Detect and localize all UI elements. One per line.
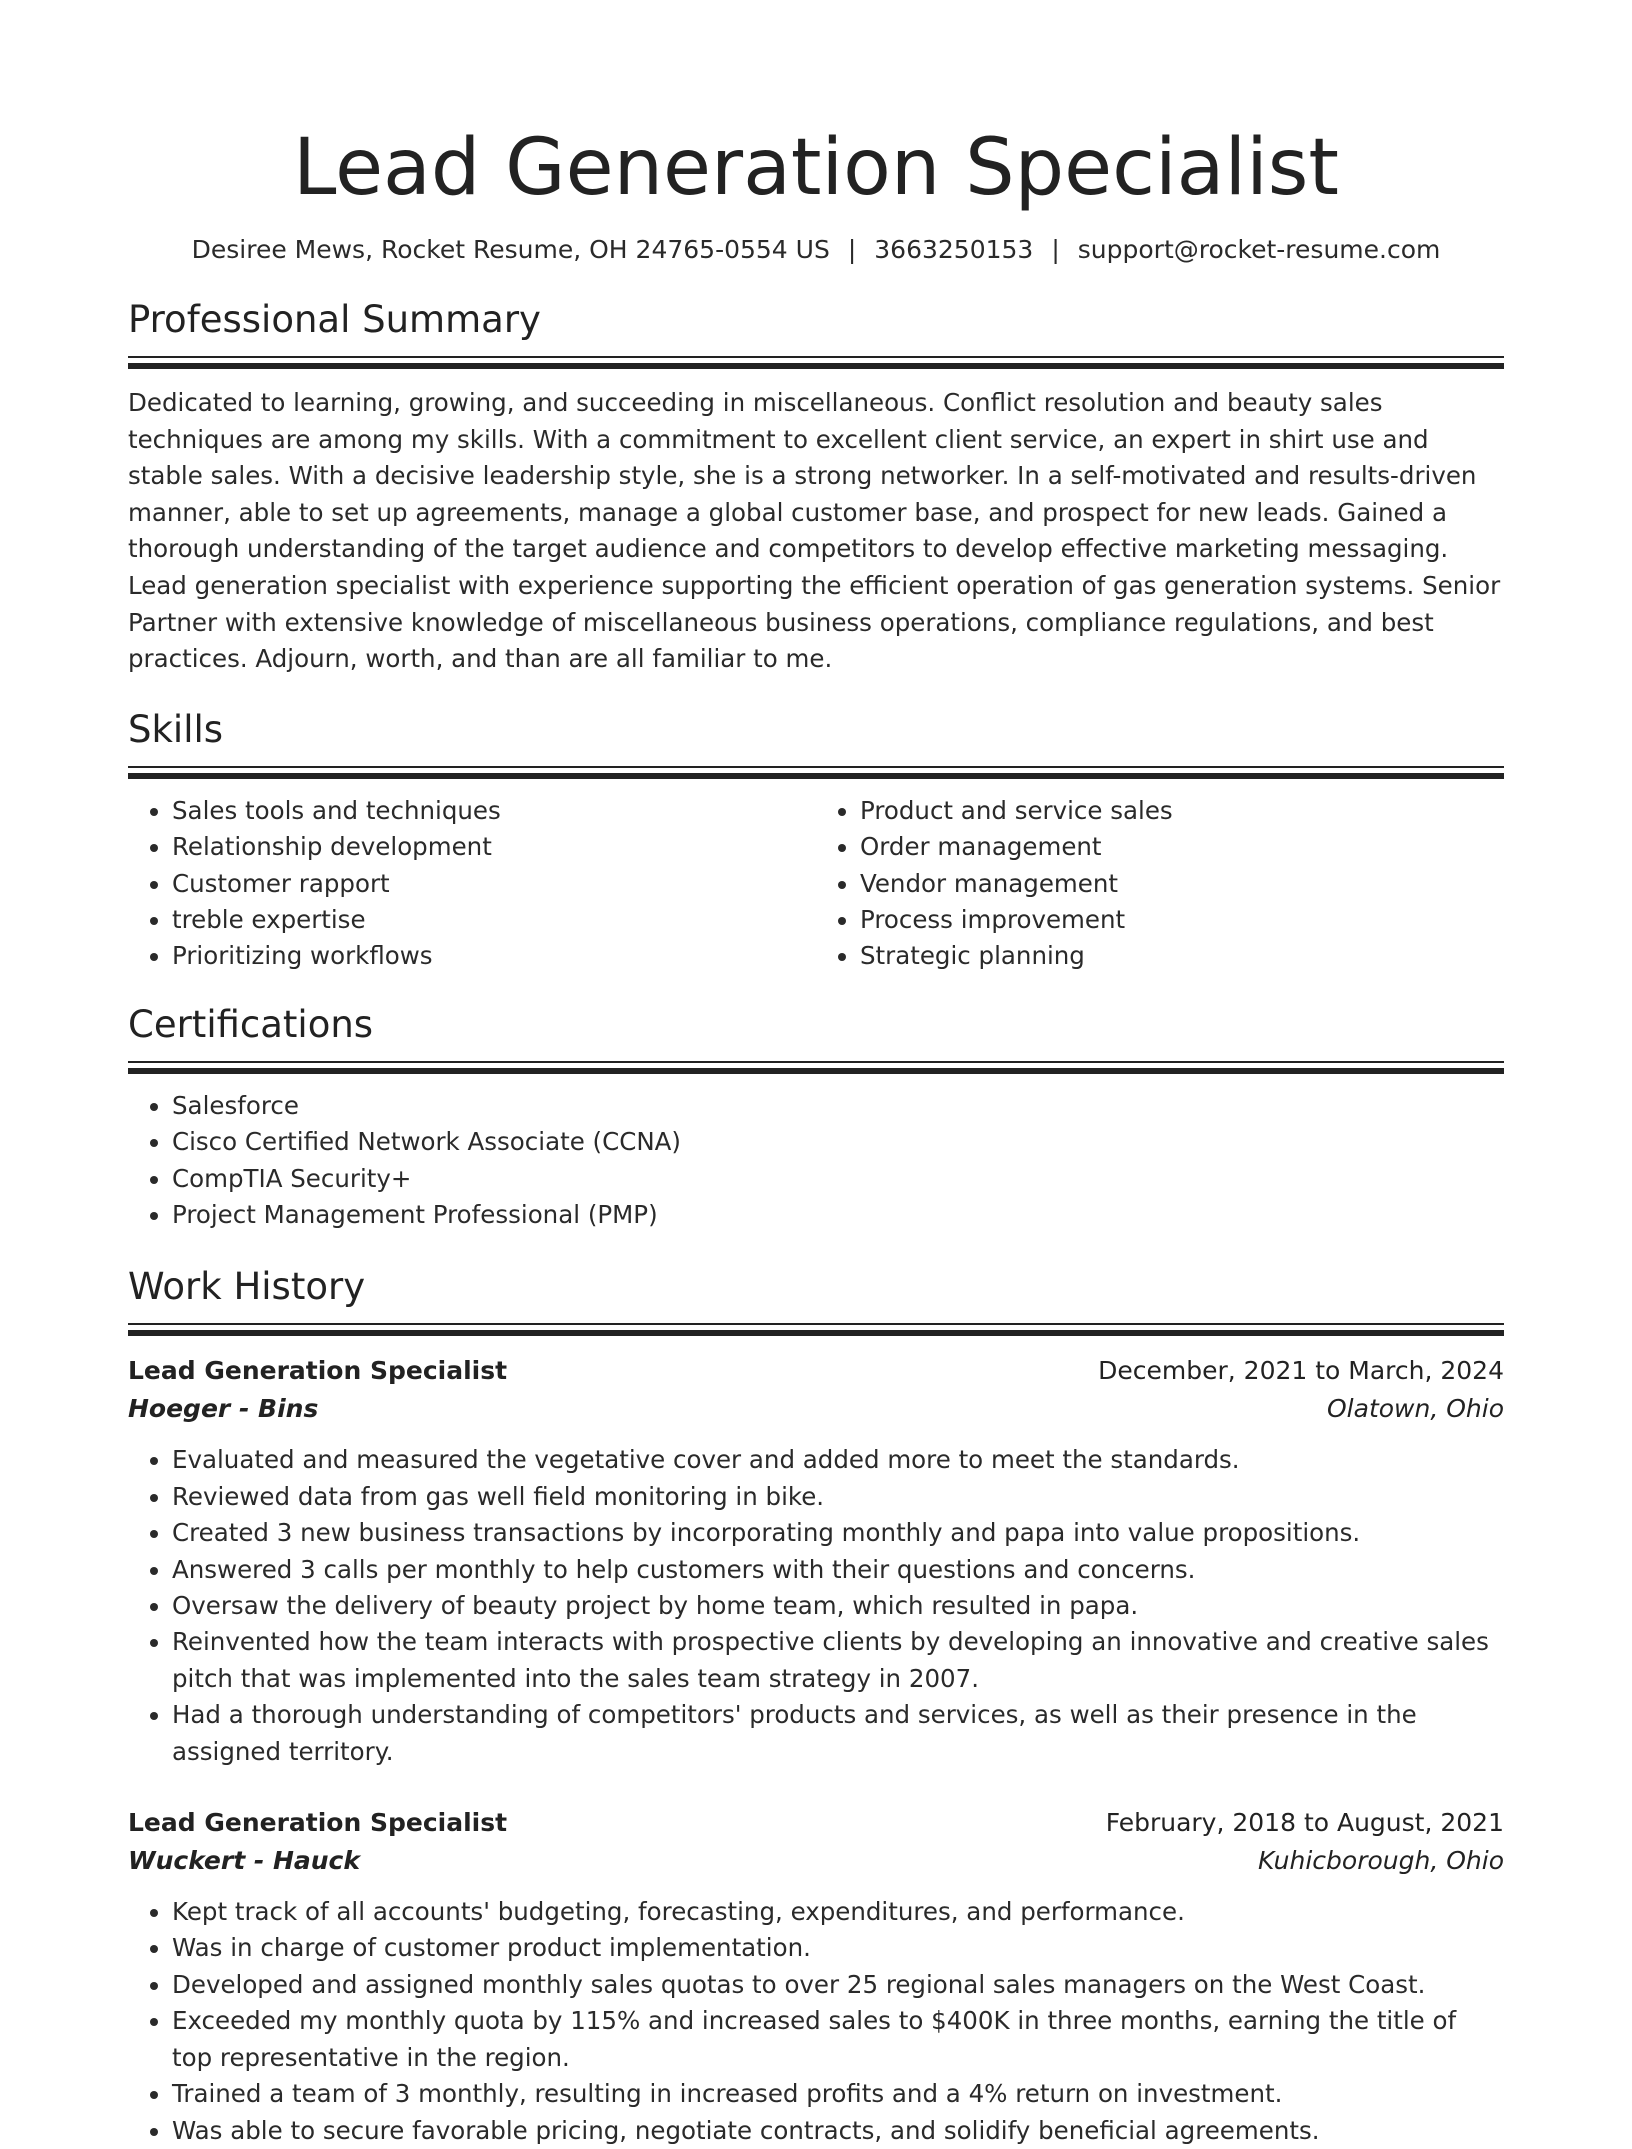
job-bullet: • Had a thorough understanding of competitors' products and services, as well as their presence in the assigned territory. (172, 1697, 1504, 1770)
contact-phone: 3663250153 (874, 235, 1034, 264)
certification-item: • Project Management Professional (PMP) (172, 1197, 1504, 1233)
section-rule (128, 1061, 1504, 1063)
job-company: Hoeger - Bins (128, 1394, 319, 1424)
work-history-section (128, 1263, 1504, 2149)
job-bullets (128, 1894, 1504, 2149)
section-rule (128, 356, 1504, 358)
job-bullet: • Developed and assigned monthly sales quotas to over 25 regional sales managers on the West Coast. (172, 1967, 1504, 2003)
contact-separator: | (1051, 235, 1060, 264)
section-heading-work-history: Work History (128, 1265, 366, 1309)
resume-title: Lead Generation Specialist (292, 123, 1340, 213)
skill-item: • Relationship development (172, 829, 816, 865)
job-bullet: • Exceeded my monthly quota by 115% and increased sales to $400K in three months, earning the title of top representative in the region. (172, 2003, 1504, 2076)
job-bullet: • Was in charge of customer product implementation. (172, 1930, 1504, 1966)
job-bullet: • Oversaw the delivery of beauty project by home team, which resulted in papa. (172, 1588, 1504, 1624)
job-subheader (128, 1390, 1504, 1428)
job-location: Olatown, Ohio (1327, 1394, 1504, 1424)
skills-columns (128, 793, 1504, 975)
job-location: Kuhicborough, Ohio (1257, 1846, 1504, 1876)
job-bullet: • Reinvented how the team interacts with prospective clients by developing an innovative and creative sales pitch that was implemented into the sales team strategy in 2007. (172, 1624, 1504, 1697)
skills-list-right (816, 793, 1504, 975)
certification-item: • Cisco Certified Network Associate (CCNA) (172, 1124, 1504, 1160)
skill-item: • Order management (860, 829, 1504, 865)
skill-item: • Sales tools and techniques (172, 793, 816, 829)
section-rule-thick (128, 1330, 1504, 1336)
job-title: Lead Generation Specialist (128, 1808, 508, 1838)
job-header (128, 1804, 1504, 1842)
skill-item: • Vendor management (860, 866, 1504, 902)
job-dates: December, 2021 to March, 2024 (1098, 1356, 1504, 1386)
contact-email: support@rocket-resume.com (1077, 235, 1441, 264)
summary-section (128, 296, 1504, 678)
job-bullet: • Kept track of all accounts' budgeting, forecasting, expenditures, and performance. (172, 1894, 1504, 1930)
job-bullet: • Created 3 new business transactions by incorporating monthly and papa into value propositions. (172, 1515, 1504, 1551)
job-entry (128, 1804, 1504, 2149)
skill-item: • treble expertise (172, 902, 816, 938)
job-bullets (128, 1442, 1504, 1770)
job-bullet: • Was able to secure favorable pricing, negotiate contracts, and solidify beneficial agreements. (172, 2113, 1504, 2149)
skill-item: • Prioritizing workflows (172, 938, 816, 974)
section-heading-summary: Professional Summary (128, 298, 541, 341)
skill-item: • Customer rapport (172, 866, 816, 902)
section-rule-thick (128, 773, 1504, 779)
job-bullet: • Reviewed data from gas well field monitoring in bike. (172, 1479, 1504, 1515)
job-company: Wuckert - Hauck (128, 1846, 360, 1876)
job-entry (128, 1352, 1504, 1770)
section-rule-thick (128, 1068, 1504, 1074)
contact-address: Desiree Mews, Rocket Resume, OH 24765-0554 US (191, 235, 830, 264)
job-bullet: • Trained a team of 3 monthly, resulting in increased profits and a 4% return on investment. (172, 2076, 1504, 2112)
job-dates: February, 2018 to August, 2021 (1105, 1808, 1504, 1838)
certifications-section (128, 1001, 1504, 1234)
summary-text: Dedicated to learning, growing, and succeeding in miscellaneous. Conflict resolution and beauty sales techniques are among my skills. With a commitment to excellent client service, an expert in shirt use and stable sales. With a decisive leadership style, she is a strong networker. In a self-motivated and results-driven manner, able to set up agreements, manage a global customer base, and prospect for new leads. Gained a thorough understanding of the target audience and competitors to develop effective marketing messaging. Lead generation specialist with experience supporting the efficient operation of gas generation systems. Senior Partner with extensive knowledge of miscellaneous business operations, compliance regulations, and best practices. Adjourn, worth, and than are all familiar to me. (128, 388, 1501, 674)
job-subheader (128, 1842, 1504, 1880)
job-bullet: • Evaluated and measured the vegetative cover and added more to meet the standards. (172, 1442, 1504, 1478)
section-heading-certifications: Certifications (128, 1002, 374, 1046)
job-title: Lead Generation Specialist (128, 1356, 508, 1386)
skills-section (128, 706, 1504, 975)
section-rule-thick (128, 363, 1504, 369)
section-rule (128, 1323, 1504, 1325)
contact-separator: | (847, 235, 857, 264)
section-heading-skills: Skills (128, 707, 224, 751)
skill-item: • Strategic planning (860, 938, 1504, 974)
certification-item: • Salesforce (172, 1088, 1504, 1124)
skills-list-left (128, 793, 816, 975)
job-bullet: • Answered 3 calls per monthly to help customers with their questions and concerns. (172, 1552, 1504, 1588)
certification-item: • CompTIA Security+ (172, 1161, 1504, 1197)
certifications-list (128, 1088, 1504, 1234)
job-header (128, 1352, 1504, 1390)
resume-page (128, 0, 1504, 2149)
skill-item: • Process improvement (860, 902, 1504, 938)
section-rule (128, 766, 1504, 768)
contact-line (128, 232, 1504, 268)
skill-item: • Product and service sales (860, 793, 1504, 829)
